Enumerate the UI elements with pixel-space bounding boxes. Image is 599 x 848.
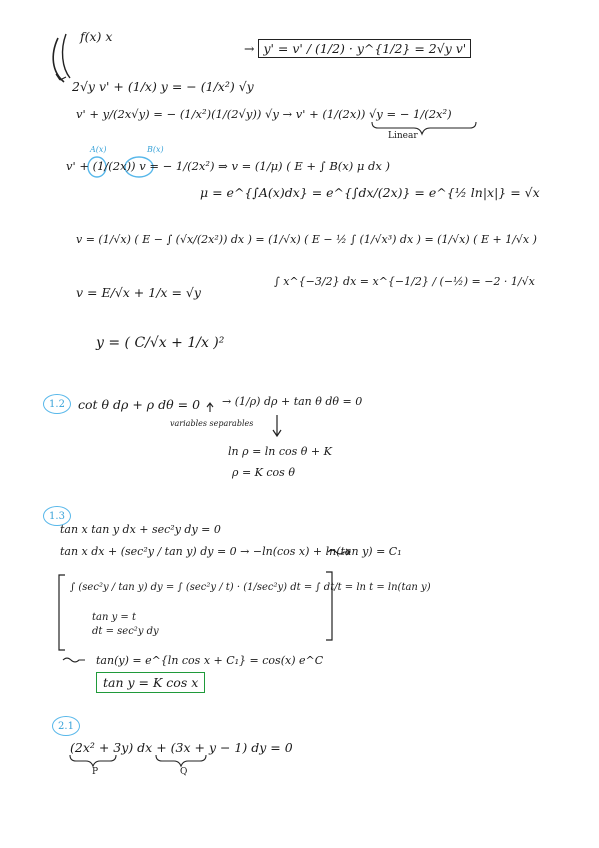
section-label-2-1: 2.1 (52, 716, 80, 736)
variables-separables-note: variables separables (170, 419, 254, 428)
section-1-2-result-1: ln ρ = ln cos θ + K (228, 445, 332, 458)
section-label-1-2: 1.2 (43, 394, 71, 414)
q-underbrace (156, 755, 206, 766)
section-1-3-final: tan y = K cos x (96, 676, 205, 690)
a-of-x-label: A(x) (90, 145, 107, 154)
down-arrow (273, 415, 281, 436)
box-left-bracket (59, 575, 65, 650)
substitution-line-1: ∫ (sec²y / tan y) dy = ∫ (sec²y / t) · (1/sec²y) dt = ∫ dt/t = ln t = ln(tan y) (70, 582, 431, 593)
linear-label: Linear (388, 131, 418, 141)
p-underbrace (70, 755, 116, 766)
section-1-2-equation: cot θ dρ + ρ dθ = 0 (78, 397, 201, 412)
solution-y: y = ( C/√x + 1/x )² (96, 335, 225, 351)
equation-line-5: v = (1/√x) ( E − ∫ (√x/(2x²)) dx ) = (1/√x) ( E − ½ ∫ (1/√x³) dx ) = (1/√x) ( E + 1/√x ) (76, 233, 537, 246)
b-of-x-label: B(x) (147, 145, 164, 154)
section-1-3-eq3: tan(y) = e^{ln cos x + C₁} = cos(x) e^C (96, 654, 324, 667)
q-label: Q (180, 767, 188, 777)
equation-line-6a: v = E/√x + 1/x = √y (76, 285, 201, 300)
substitution-line-3: dt = sec²y dy (92, 626, 159, 637)
section-1-2-result-2: ρ = K cos θ (232, 466, 295, 479)
substitution-line-2: tan y = t (92, 612, 137, 623)
equation-line-1: 2√y v' + (1/x) y = − (1/x²) √y (72, 79, 254, 94)
integrating-factor-line: μ = e^{∫A(x)dx} = e^{∫dx/(2x)} = e^{½ ln|x|} = √x (200, 185, 540, 200)
section-1-3-eq1: tan x tan y dx + sec²y dy = 0 (60, 523, 221, 536)
section-label-1-3: 1.3 (43, 506, 71, 526)
p-label: P (92, 767, 99, 777)
equation-line-2: v' + y/(2x√y) = − (1/x²)(1/(2√y)) √y → v' + (1/(2x)) √y = − 1/(2x²) (76, 107, 452, 121)
header-fragment-right: → y' = v' / (1/2) · y^{1/2} = 2√y v' (244, 42, 471, 56)
section-1-3-eq2: tan x dx + (sec²y / tan y) dy = 0 → −ln(cos x) + ln(tan y) = C₁ (60, 545, 402, 558)
section-1-2-separated: → (1/ρ) dρ + tan θ dθ = 0 (222, 395, 363, 408)
equation-line-3: v' + (1/(2x)) v = − 1/(2x²) ⇒ v = (1/μ) ( E + ∫ B(x) μ dx ) (66, 159, 391, 173)
section-2-1-equation: (2x² + 3y) dx + (3x + y − 1) dy = 0 (70, 740, 293, 755)
equation-line-6b: ∫ x^{−3/2} dx = x^{−1/2} / (−½) = −2 · 1/√x (274, 275, 535, 288)
header-fragment-left: f(x) x (80, 29, 113, 44)
